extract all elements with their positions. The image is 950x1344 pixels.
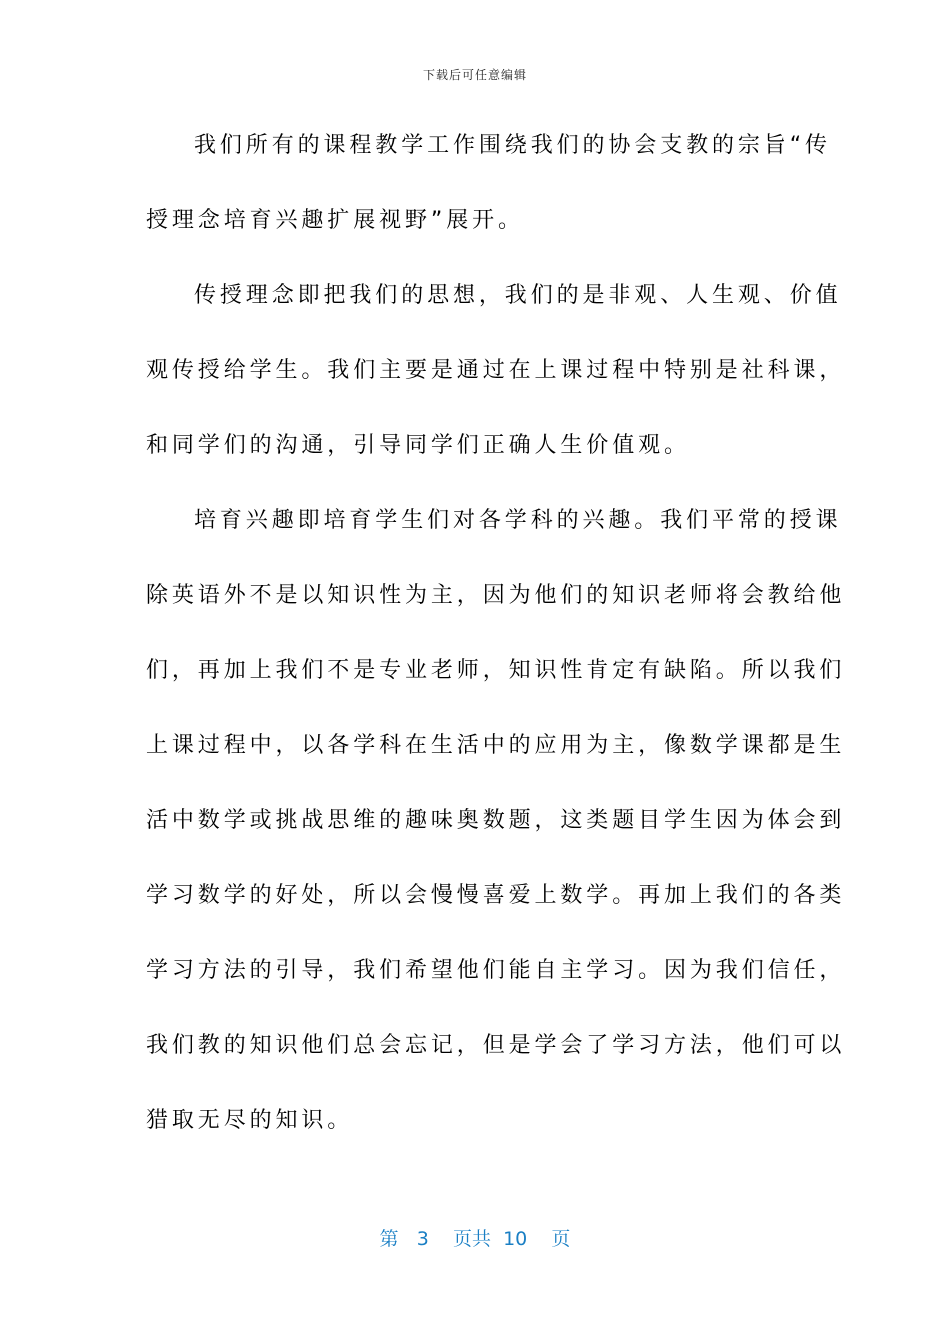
paragraph-line: 和同学们的沟通，引导同学们正确人生价值观。 [146,433,690,458]
paragraph-line: 们，再加上我们不是专业老师，知识性肯定有缺陷。所以我们 [146,658,846,683]
paragraph-line: 观传授给学生。我们主要是通过在上课过程中特别是社科课， [146,358,846,383]
paragraph-line: 授理念培育兴趣扩展视野”展开。 [146,208,524,233]
paragraph-line: 培育兴趣即培育学生们对各学科的兴趣。我们平常的授课 [194,508,842,533]
paragraph-line: 我们教的知识他们总会忘记，但是学会了学习方法，他们可以 [146,1033,846,1058]
paragraph-line: 上课过程中，以各学科在生活中的应用为主，像数学课都是生 [146,733,846,758]
header-note: 下载后可任意编辑 [422,68,527,82]
paragraph-3 [146,483,846,1158]
paragraph-line: 传授理念即把我们的思想，我们的是非观、人生观、价值 [194,283,842,308]
paragraph-line: 除英语外不是以知识性为主，因为他们的知识老师将会教给他 [146,583,846,608]
paragraph-line: 学习数学的好处，所以会慢慢喜爱上数学。再加上我们的各类 [146,883,846,908]
paragraph-line: 学习方法的引导，我们希望他们能自主学习。因为我们信任， [146,958,846,983]
document-body [146,108,846,1158]
paragraph-line: 猎取无尽的知识。 [146,1108,354,1133]
page-number-footer [0,1224,950,1251]
current-page-number: 3 [416,1228,429,1250]
total-page-count: 10 [503,1228,528,1250]
paragraph-line: 我们所有的课程教学工作围绕我们的协会支教的宗旨“传 [194,133,831,158]
paragraph-1 [146,108,831,258]
paragraph-2 [146,258,846,483]
footer-middle: 页共 [452,1228,491,1250]
footer-suffix: 页 [551,1228,571,1250]
footer-prefix: 第 [379,1228,399,1250]
paragraph-line: 活中数学或挑战思维的趣味奥数题，这类题目学生因为体会到 [146,808,846,833]
